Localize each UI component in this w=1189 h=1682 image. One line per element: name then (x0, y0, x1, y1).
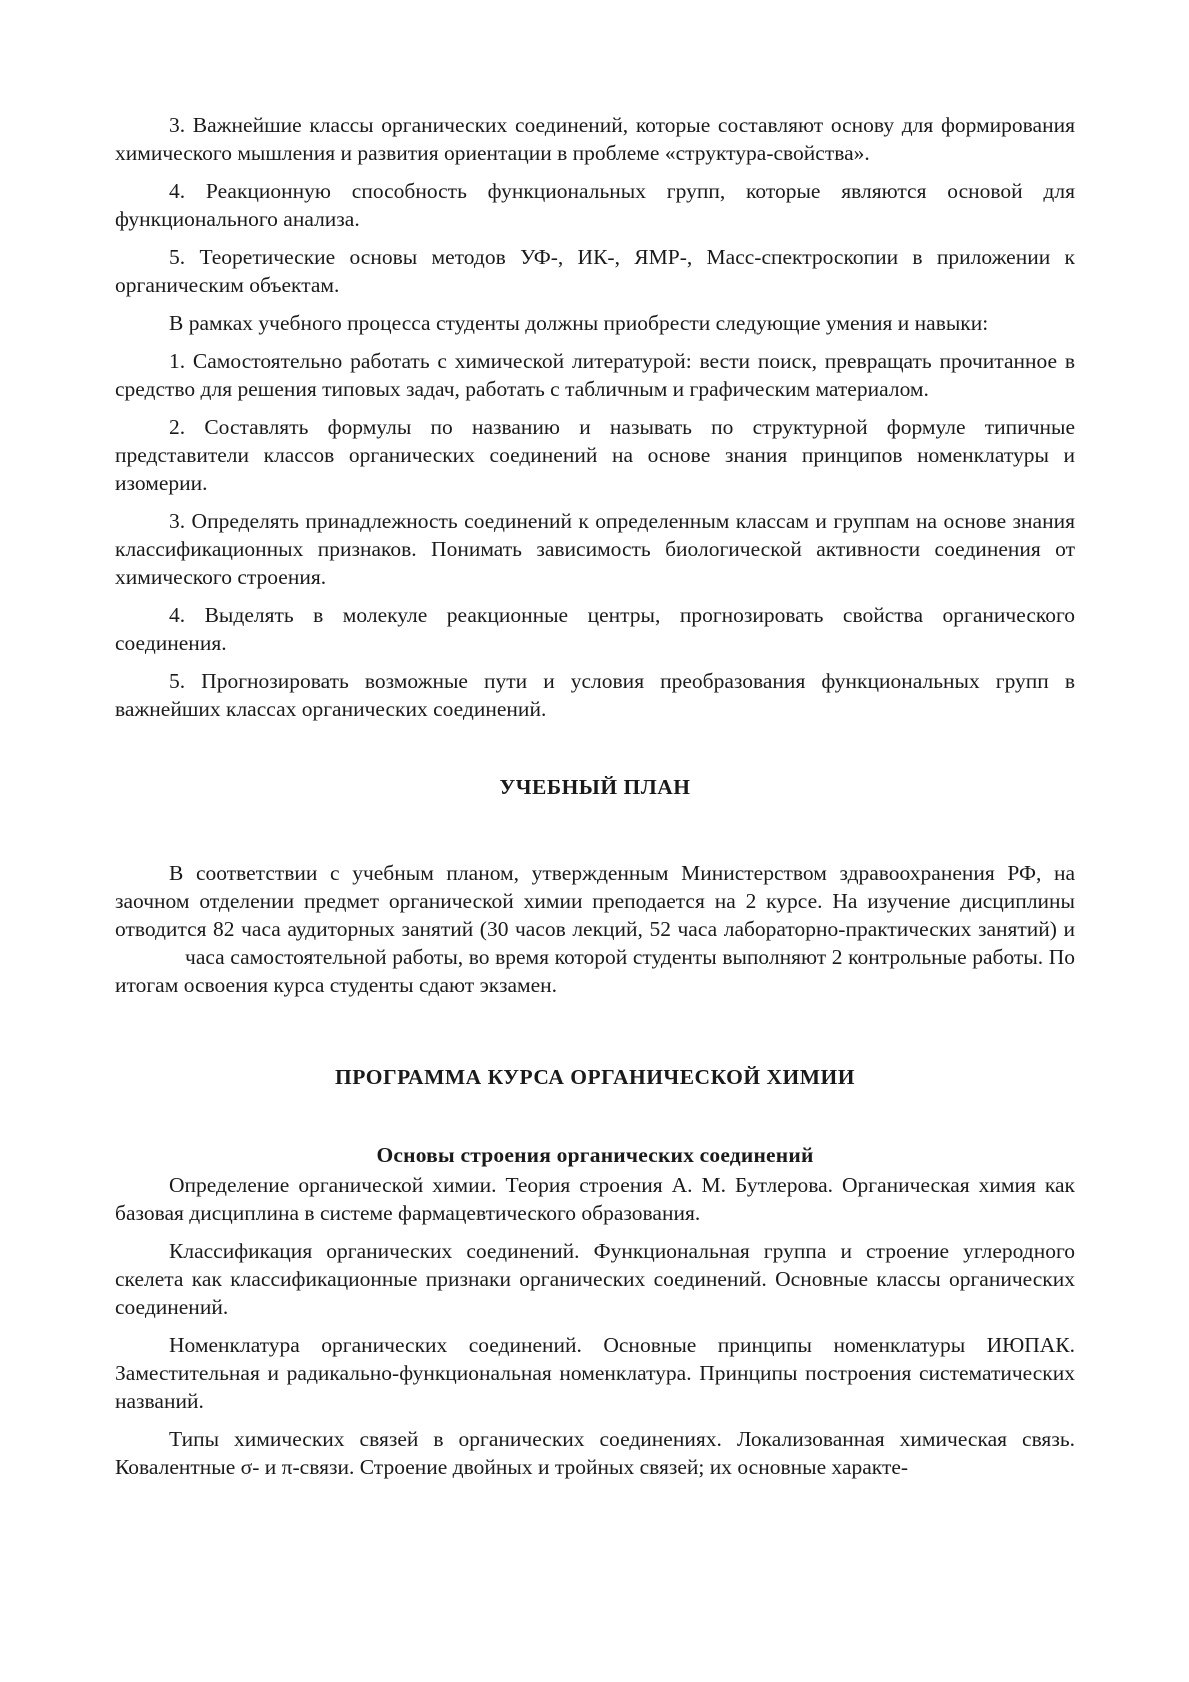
list-item-knowledge-4: 4. Реакционную способность функциональных групп, которые являются основой для функционального анализа. (115, 179, 1075, 231)
plan-text-part-2: часа самостоятельной работы, во время которой студенты выполняют 2 контрольные работы. По итогам освоения курса студенты сдают экзамен. (115, 945, 1075, 997)
section-paragraph-3: Номенклатура органических соединений. Основные принципы номенклатуры ИЮПАК. Заместительная и радикально-функциональная номенклатура. Принципы построения систематических названий. (115, 1333, 1075, 1413)
list-item-skill-4: 4. Выделять в молекуле реакционные центры, прогнозировать свойства органического соединения. (115, 603, 1075, 655)
list-item-skill-5: 5. Прогнозировать возможные пути и условия преобразования функциональных групп в важнейших классах органических соединений. (115, 669, 1075, 721)
section-paragraph-4: Типы химических связей в органических соединениях. Локализованная химическая связь. Ковалентные σ- и π-связи. Строение двойных и тройных связей; их основные характе- (115, 1427, 1075, 1479)
document-page (115, 111, 1075, 1491)
section-heading-program: ПРОГРАММА КУРСА ОРГАНИЧЕСКОЙ ХИМИИ (335, 1065, 855, 1089)
list-item-skill-2: 2. Составлять формулы по названию и называть по структурной формуле типичные представители классов органических соединений на основе знания принципов номенклатуры и изомерии. (115, 415, 1075, 495)
section-paragraph-1: Определение органической химии. Теория строения А. М. Бутлерова. Органическая химия как базовая дисциплина в системе фармацевтического образования. (115, 1173, 1075, 1225)
plan-paragraph (115, 859, 1075, 999)
subsection-heading: Основы строения органических соединений (376, 1143, 814, 1167)
plan-text-part-1: В соответствии с учебным планом, утвержденным Министерством здравоохранения РФ, на заочном отделении предмет органической химии преподается на 2 курсе. На изучение дисциплины отводится 82 часа аудиторных занятий (30 часов лекций, 52 часа лабораторно-практических занятий) и (115, 861, 1075, 941)
section-paragraph-2: Классификация органических соединений. Функциональная группа и строение углеродного скелета как классификационные признаки органических соединений. Основные классы органических соединений. (115, 1239, 1075, 1319)
skills-intro: В рамках учебного процесса студенты должны приобрести следующие умения и навыки: (169, 311, 989, 335)
section-heading-plan: УЧЕБНЫЙ ПЛАН (499, 775, 691, 799)
list-item-skill-3: 3. Определять принадлежность соединений к определенным классам и группам на основе знания классификационных признаков. Понимать зависимость биологической активности соединения от химического строения. (115, 509, 1075, 589)
list-item-knowledge-3: 3. Важнейшие классы органических соединений, которые составляют основу для формирования химического мышления и развития ориентации в проблеме «структура-свойства». (115, 113, 1075, 165)
list-item-skill-1: 1. Самостоятельно работать с химической литературой: вести поиск, превращать прочитанное в средство для решения типовых задач, работать с табличным и графическим материалом. (115, 349, 1075, 401)
list-item-knowledge-5: 5. Теоретические основы методов УФ-, ИК-, ЯМР-, Масс-спектроскопии в приложении к органическим объектам. (115, 245, 1075, 297)
